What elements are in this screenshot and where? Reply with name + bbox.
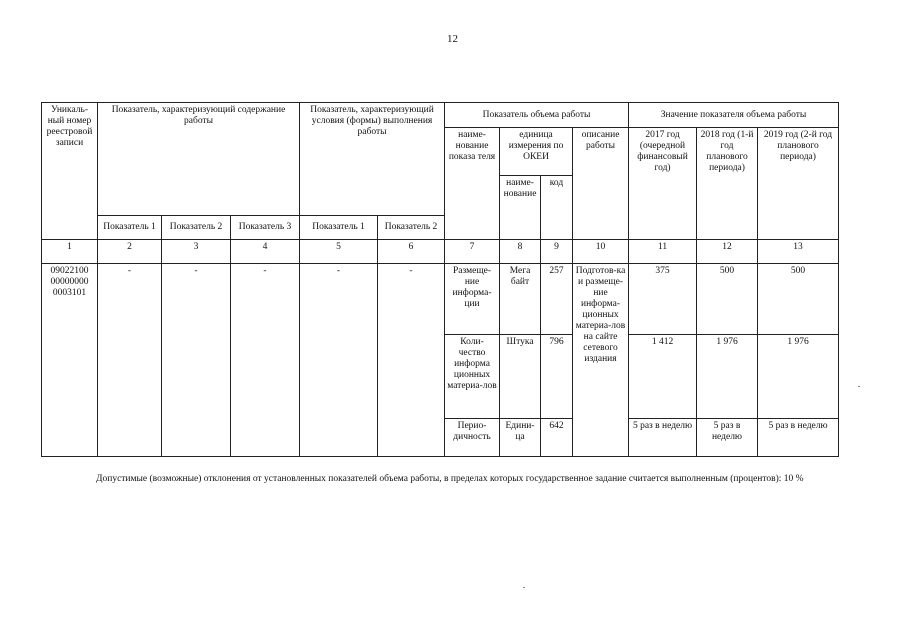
header-content-sub-3: Показатель 3 (231, 216, 300, 240)
header-content-sub-1: Показатель 1 (98, 216, 162, 240)
value-2017: 375 (629, 264, 697, 335)
tolerance-note-text: Допустимые (возможные) отклонения от установленных показателей объема работы, в пределах которых государственное задание считается выполненным (процентов): 10 % (96, 474, 804, 484)
value-2018: 500 (697, 264, 758, 335)
value-2018: 5 раз в неделю (697, 419, 758, 457)
registry-number: 09022100 00000000 0003101 (42, 264, 98, 457)
unit-name: Мега байт (500, 264, 541, 335)
unit-name: Штука (500, 335, 541, 419)
indicator-name: Перио-дичность (445, 419, 500, 457)
header-value-group: Значение показателя объема работы (629, 103, 839, 128)
header-year-2017: 2017 год (очередной финансовый год) (629, 128, 697, 240)
column-number: 6 (378, 240, 445, 264)
value-2017: 5 раз в неделю (629, 419, 697, 457)
content-value-2: - (162, 264, 231, 457)
header-okei-unit: единица измерения по ОКЕИ (500, 128, 573, 176)
value-2018: 1 976 (697, 335, 758, 419)
header-work-desc: описание работы (573, 128, 629, 240)
work-description: Подготов-ка и размеще-ние информа-ционных материа-лов на сайте сетевого издания (573, 264, 629, 457)
page-number: 12 (447, 33, 458, 45)
column-number: 3 (162, 240, 231, 264)
header-content-sub-2: Показатель 2 (162, 216, 231, 240)
header-volume-name: наиме-нование показа теля (445, 128, 500, 240)
conditions-value-1: - (300, 264, 378, 457)
unit-code: 257 (541, 264, 573, 335)
header-conditions-group: Показатель, характеризующий условия (формы) выполнения работы (300, 103, 445, 216)
unit-code: 796 (541, 335, 573, 419)
header-year-2018: 2018 год (1-й год планового периода) (697, 128, 758, 240)
column-number: 4 (231, 240, 300, 264)
header-okei-code: код (541, 176, 573, 240)
column-number: 5 (300, 240, 378, 264)
header-conditions-sub-2: Показатель 2 (378, 216, 445, 240)
value-2019: 1 976 (758, 335, 839, 419)
column-number: 2 (98, 240, 162, 264)
indicator-name: Размеще-ние информа-ции (445, 264, 500, 335)
column-number: 7 (445, 240, 500, 264)
header-conditions-sub-1: Показатель 1 (300, 216, 378, 240)
column-number: 9 (541, 240, 573, 264)
value-2019: 5 раз в неделю (758, 419, 839, 457)
conditions-value-2: - (378, 264, 445, 457)
content-value-1: - (98, 264, 162, 457)
work-volume-table (41, 102, 839, 457)
header-volume-group: Показатель объема работы (445, 103, 629, 128)
header-year-2019: 2019 год (2-й год планового периода) (758, 128, 839, 240)
header-okei-name: наиме-нование (500, 176, 541, 240)
scan-speck (523, 587, 525, 588)
column-number: 11 (629, 240, 697, 264)
value-2019: 500 (758, 264, 839, 335)
column-number: 1 (42, 240, 98, 264)
scan-speck (858, 386, 860, 387)
header-content-group: Показатель, характеризующий содержание работы (98, 103, 300, 216)
column-number: 12 (697, 240, 758, 264)
content-value-3: - (231, 264, 300, 457)
indicator-name: Коли-чество информа ционных материа-лов (445, 335, 500, 419)
tolerance-note (56, 473, 840, 485)
column-number: 10 (573, 240, 629, 264)
unit-name: Едини-ца (500, 419, 541, 457)
column-number: 13 (758, 240, 839, 264)
value-2017: 1 412 (629, 335, 697, 419)
column-number: 8 (500, 240, 541, 264)
header-registry: Уникаль-ный номер реестровой записи (42, 103, 98, 240)
unit-code: 642 (541, 419, 573, 457)
